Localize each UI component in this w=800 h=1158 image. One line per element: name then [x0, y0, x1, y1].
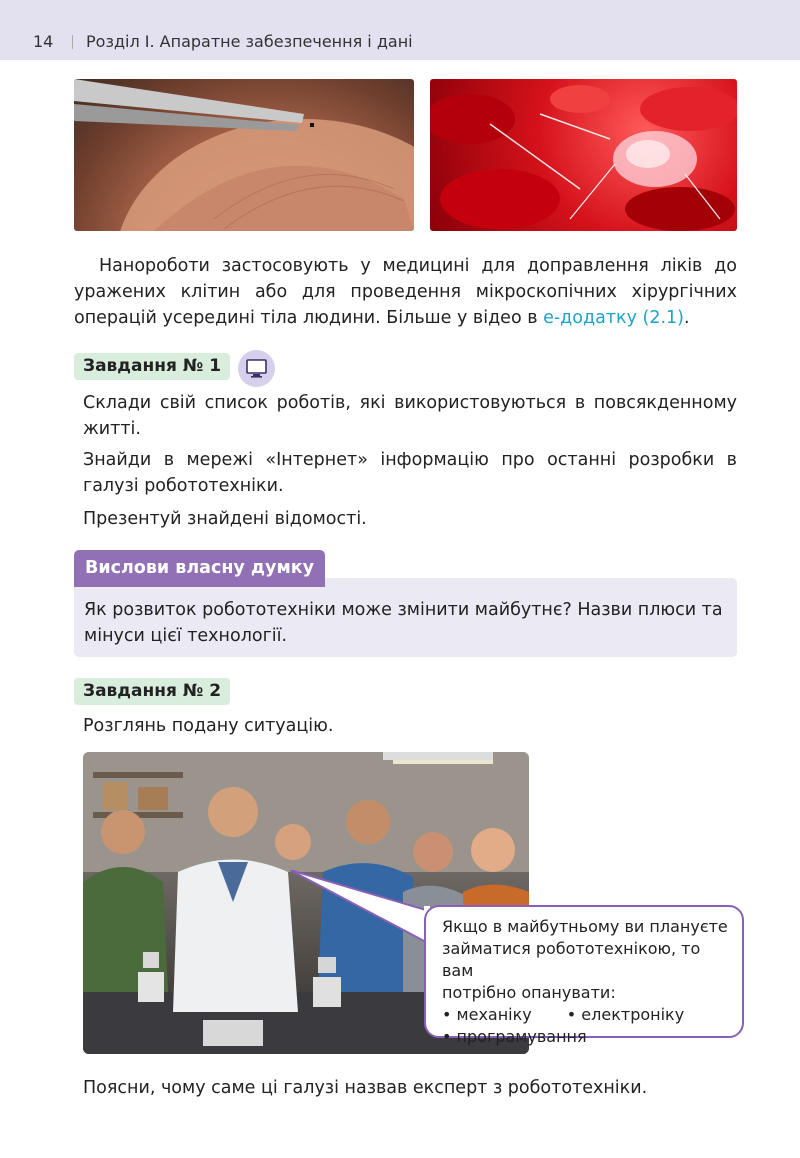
- bullet-icon: •: [442, 1005, 457, 1024]
- chapter-title: Розділ І. Апаратне забезпечення і дані: [86, 32, 413, 51]
- task2-intro: Розглянь подану ситуацію.: [83, 716, 334, 736]
- intro-text: Нанороботи застосовують у медицині для доправлення ліків до уражених клітин або для проведення мікроскопічних хірургічних операцій усередині тіла людини. Більше у відео в: [74, 256, 737, 328]
- e-appendix-link[interactable]: е-додатку (2.1): [543, 308, 684, 328]
- page-number: 14: [33, 32, 54, 51]
- bubble-line-3: потрібно опанувати:: [442, 983, 616, 1002]
- nanorobot-blood-photo: [430, 79, 737, 231]
- bubble-line-1: Якщо в майбутньому ви плануєте: [442, 917, 728, 936]
- page-header: [0, 0, 800, 60]
- bubble-line-2: займатися робототехнікою, то вам: [442, 939, 701, 980]
- intro-paragraph: [74, 253, 737, 331]
- speech-bubble-tail: [290, 870, 440, 950]
- bullet-icon: •: [566, 1005, 582, 1024]
- bubble-item-mechanics: механіку: [456, 1005, 532, 1024]
- bubble-bullets-row: [442, 1004, 732, 1026]
- nanorobot-fingertip-photo: [74, 79, 414, 231]
- bullet-icon: •: [442, 1027, 457, 1046]
- monitor-icon: [238, 350, 275, 387]
- bubble-item-programming: програмування: [456, 1027, 587, 1046]
- opinion-label: Вислови власну думку: [74, 550, 325, 587]
- task2-label: Завдання № 2: [74, 678, 230, 705]
- task1-paragraph-2: Знайди в мережі «Інтернет» інформацію про останні розробки в галузі робототехніки.: [83, 450, 737, 496]
- opinion-text: Як розвиток робототехніки може змінити майбутнє? Назви плюси та мінуси цієї технології.: [84, 600, 723, 646]
- bubble-bullets-row-2: [442, 1026, 732, 1048]
- header-separator: [72, 35, 73, 49]
- task1-paragraph-3: Презентуй знайдені відомості.: [83, 509, 367, 529]
- intro-text-end: .: [683, 308, 690, 328]
- bubble-item-electronics: електроніку: [581, 1005, 685, 1024]
- task2-question: Поясни, чому саме ці галузі назвав експерт з робототехніки.: [83, 1078, 648, 1098]
- task1-paragraph-1: Склади свій список роботів, які використовуються в повсякденному житті.: [83, 393, 737, 439]
- task1-label: Завдання № 1: [74, 353, 230, 380]
- expert-speech-bubble: [424, 905, 744, 1046]
